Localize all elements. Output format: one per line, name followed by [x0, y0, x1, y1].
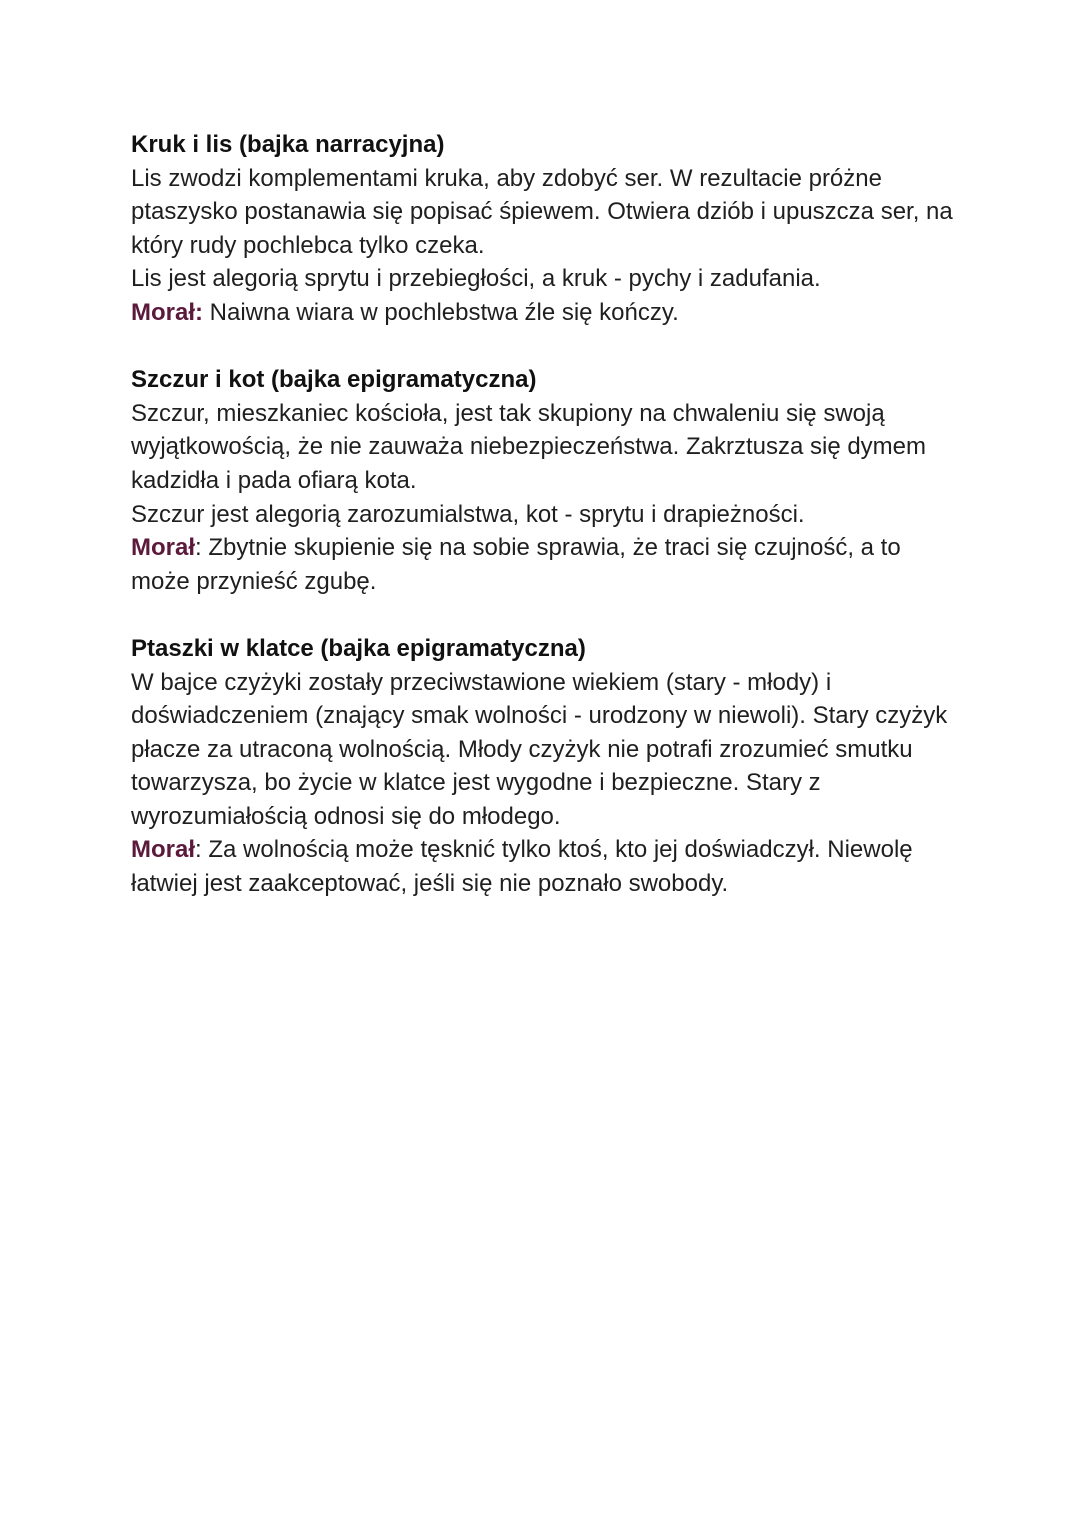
document-content	[131, 128, 961, 901]
moral-line	[131, 531, 961, 598]
moral-label: Morał	[131, 534, 196, 562]
section-title: Szczur i kot (bajka epigramatyczna)	[131, 366, 537, 394]
section-title: Ptaszki w klatce (bajka epigramatyczna)	[131, 634, 586, 662]
section-kruk-i-lis	[131, 128, 961, 330]
section-paragraph: Szczur jest alegorią zarozumialstwa, kot - sprytu i drapieżności.	[131, 500, 805, 528]
moral-text: Naiwna wiara w pochlebstwa źle się kończy.	[203, 298, 679, 326]
moral-text: : Zbytnie skupienie się na sobie sprawia, że traci się czujność, a to może przynieść zgubę.	[131, 534, 901, 595]
section-paragraph: W bajce czyżyki zostały przeciwstawione wiekiem (stary - młody) i doświadczeniem (znający smak wolności - urodzony w niewoli). Stary czyżyk płacze za utraconą wolnością. Młody czyżyk nie potrafi zrozumieć smutku towarzysza, bo życie w klatce jest wygodne i bezpieczne. Stary z wyrozumiałością odnosi się do młodego.	[131, 668, 948, 830]
section-ptaszki-w-klatce	[131, 632, 961, 901]
moral-text: : Za wolnością może tęsknić tylko ktoś, kto jej doświadczył. Niewolę łatwiej jest zaakceptować, jeśli się nie poznało swobody.	[131, 836, 913, 898]
moral-line	[131, 833, 961, 900]
moral-line	[131, 296, 961, 330]
moral-label: Morał	[131, 836, 196, 864]
section-paragraph: Szczur, mieszkaniec kościoła, jest tak skupiony na chwaleniu się swoją wyjątkowością, że nie zauważa niebezpieczeństwa. Zakrztusza się dymem kadzidła i pada ofiarą kota.	[131, 399, 927, 494]
section-paragraph: Lis jest alegorią sprytu i przebiegłości, a kruk - pychy i zadufania.	[131, 265, 821, 293]
section-title: Kruk i lis (bajka narracyjna)	[131, 131, 445, 158]
section-szczur-i-kot	[131, 363, 961, 598]
moral-label: Morał:	[131, 298, 203, 326]
section-paragraph: Lis zwodzi komplementami kruka, aby zdobyć ser. W rezultacie próżne ptaszysko postanawia się popisać śpiewem. Otwiera dziób i upuszcza ser, na który rudy pochlebca tylko czeka.	[131, 164, 953, 259]
